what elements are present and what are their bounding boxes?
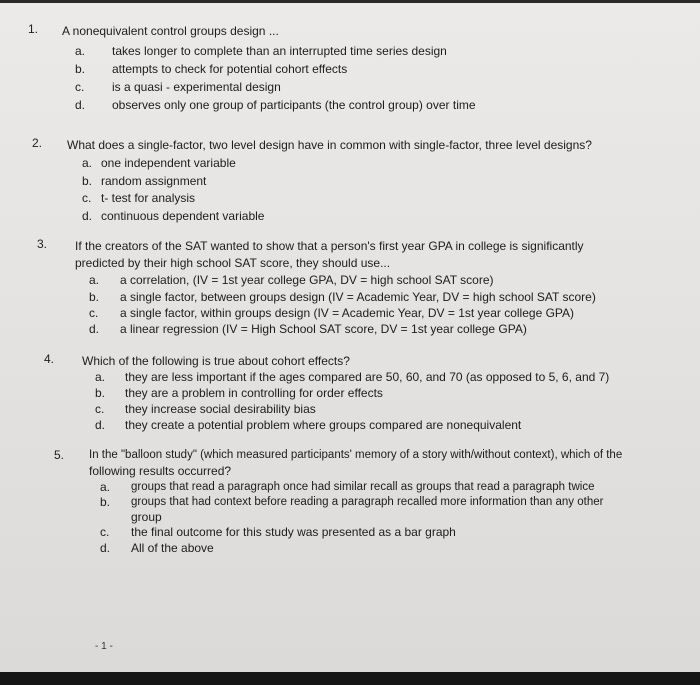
option-text: random assignment [101,174,207,188]
option-text: one independent variable [101,156,236,170]
option-letter: a. [82,156,93,170]
option-letter: c. [89,306,99,320]
question-stem: What does a single-factor, two level design have in common with single-factor, three level designs? [67,138,592,152]
question-stem-line1: If the creators of the SAT wanted to show that a person's first year GPA in college is significantly [75,239,584,253]
option-text: they create a potential problem where groups compared are nonequivalent [125,418,522,432]
option-letter: a. [100,480,111,494]
option-letter: c. [100,525,110,539]
page-number: - 1 - [95,641,113,652]
option-letter: c. [82,191,92,205]
question-stem-line2: following results occurred? [89,464,232,478]
option-letter: a. [95,370,106,384]
top-edge [0,0,700,3]
option-text: is a quasi - experimental design [112,80,281,94]
question-stem: A nonequivalent control groups design ... [62,24,279,38]
option-text: they are a problem in controlling for order effects [125,386,383,400]
option-text: attempts to check for potential cohort effects [112,62,348,76]
option-text-continued: group [131,510,162,524]
option-letter: d. [82,209,93,223]
option-text: t- test for analysis [101,191,196,205]
option-text: a linear regression (IV = High School SAT score, DV = 1st year college GPA) [120,322,527,336]
option-letter: d. [89,322,100,336]
option-text: a single factor, within groups design (IV = Academic Year, DV = 1st year college GPA) [120,306,575,320]
question-number: 3. [37,237,48,251]
question-number: 5. [54,448,65,462]
option-text: the final outcome for this study was presented as a bar graph [131,525,456,539]
option-letter: b. [89,290,100,304]
option-letter: c. [75,80,85,94]
option-letter: b. [95,386,106,400]
option-letter: b. [100,495,111,509]
option-text: a single factor, between groups design (IV = Academic Year, DV = high school SAT score) [120,290,596,304]
bottom-edge [0,672,700,685]
option-letter: a. [89,273,100,287]
option-text: they increase social desirability bias [125,402,316,416]
option-letter: a. [75,44,86,58]
option-text: observes only one group of participants (the control group) over time [112,98,476,112]
question-number: 1. [28,22,39,36]
question-number: 2. [32,136,43,150]
question-stem: Which of the following is true about cohort effects? [82,354,350,368]
question-number: 4. [44,352,55,366]
option-letter: d. [100,541,111,555]
option-letter: c. [95,402,105,416]
option-letter: d. [95,418,106,432]
option-text: All of the above [131,541,214,555]
option-letter: b. [75,62,86,76]
question-stem-line1: In the "balloon study" (which measured participants' memory of a story with/without context), which of the [89,449,623,461]
option-text: groups that had context before reading a paragraph recalled more information than any other [131,496,604,508]
option-text: continuous dependent variable [101,209,265,223]
option-text: takes longer to complete than an interrupted time series design [112,44,447,58]
question-stem-line2: predicted by their high school SAT score, they should use... [75,256,391,270]
option-text: they are less important if the ages compared are 50, 60, and 70 (as opposed to 5, 6, and 7) [125,370,610,384]
option-text: a correlation, (IV = 1st year college GPA, DV = high school SAT score) [120,273,494,287]
option-letter: d. [75,98,86,112]
option-letter: b. [82,174,93,188]
option-text: groups that read a paragraph once had similar recall as groups that read a paragraph twice [131,481,595,493]
